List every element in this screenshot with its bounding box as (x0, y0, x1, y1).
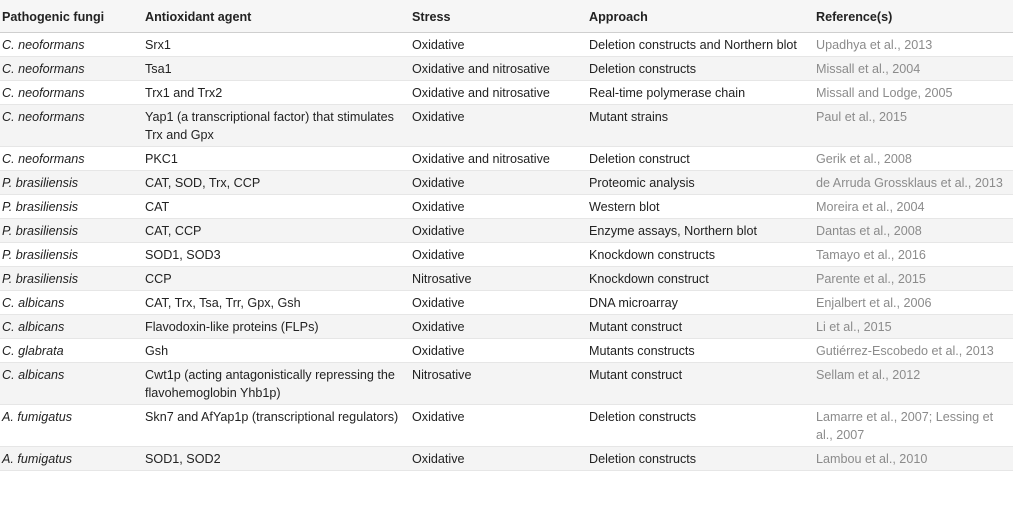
table-row (0, 405, 1013, 447)
cell-stress: Oxidative (410, 447, 587, 471)
cell-antioxidant-agent: CAT, SOD, Trx, CCP (143, 171, 410, 195)
cell-pathogenic-fungi: P. brasiliensis (0, 171, 143, 195)
cell-reference: Enjalbert et al., 2006 (814, 291, 1013, 315)
cell-reference: Lamarre et al., 2007; Lessing et al., 2007 (814, 405, 1013, 447)
cell-approach: Enzyme assays, Northern blot (587, 219, 814, 243)
cell-antioxidant-agent: Gsh (143, 339, 410, 363)
cell-approach: Mutant construct (587, 315, 814, 339)
cell-reference: Gerik et al., 2008 (814, 147, 1013, 171)
table-row (0, 147, 1013, 171)
header-references: Reference(s) (814, 0, 1013, 33)
cell-pathogenic-fungi: P. brasiliensis (0, 267, 143, 291)
header-stress: Stress (410, 0, 587, 33)
table-header (0, 0, 1013, 33)
cell-stress: Oxidative (410, 219, 587, 243)
cell-pathogenic-fungi: P. brasiliensis (0, 243, 143, 267)
cell-pathogenic-fungi: C. neoformans (0, 81, 143, 105)
table-row (0, 105, 1013, 147)
cell-pathogenic-fungi: P. brasiliensis (0, 195, 143, 219)
cell-pathogenic-fungi: C. glabrata (0, 339, 143, 363)
cell-stress: Nitrosative (410, 363, 587, 405)
table-row (0, 315, 1013, 339)
cell-antioxidant-agent: Cwt1p (acting antagonistically repressing the flavohemoglobin Yhb1p) (143, 363, 410, 405)
cell-reference: Parente et al., 2015 (814, 267, 1013, 291)
cell-reference: Missall and Lodge, 2005 (814, 81, 1013, 105)
cell-antioxidant-agent: Skn7 and AfYap1p (transcriptional regulators) (143, 405, 410, 447)
table-row (0, 267, 1013, 291)
cell-reference: Moreira et al., 2004 (814, 195, 1013, 219)
cell-pathogenic-fungi: A. fumigatus (0, 447, 143, 471)
header-row (0, 0, 1013, 33)
cell-approach: Real-time polymerase chain (587, 81, 814, 105)
cell-approach: DNA microarray (587, 291, 814, 315)
cell-antioxidant-agent: CAT (143, 195, 410, 219)
cell-approach: Deletion constructs and Northern blot (587, 33, 814, 57)
cell-antioxidant-agent: CAT, CCP (143, 219, 410, 243)
header-antioxidant-agent: Antioxidant agent (143, 0, 410, 33)
cell-antioxidant-agent: CAT, Trx, Tsa, Trr, Gpx, Gsh (143, 291, 410, 315)
cell-approach: Deletion constructs (587, 57, 814, 81)
cell-pathogenic-fungi: C. neoformans (0, 57, 143, 81)
cell-pathogenic-fungi: P. brasiliensis (0, 219, 143, 243)
cell-stress: Oxidative (410, 171, 587, 195)
cell-approach: Mutants constructs (587, 339, 814, 363)
cell-reference: Missall et al., 2004 (814, 57, 1013, 81)
table-body (0, 33, 1013, 471)
table-row (0, 57, 1013, 81)
cell-antioxidant-agent: CCP (143, 267, 410, 291)
cell-approach: Deletion constructs (587, 405, 814, 447)
cell-reference: de Arruda Grossklaus et al., 2013 (814, 171, 1013, 195)
cell-pathogenic-fungi: A. fumigatus (0, 405, 143, 447)
cell-pathogenic-fungi: C. neoformans (0, 147, 143, 171)
table-row (0, 171, 1013, 195)
cell-approach: Knockdown constructs (587, 243, 814, 267)
cell-stress: Oxidative and nitrosative (410, 57, 587, 81)
cell-antioxidant-agent: Srx1 (143, 33, 410, 57)
cell-reference: Dantas et al., 2008 (814, 219, 1013, 243)
cell-reference: Upadhya et al., 2013 (814, 33, 1013, 57)
table-row (0, 243, 1013, 267)
cell-approach: Proteomic analysis (587, 171, 814, 195)
cell-pathogenic-fungi: C. neoformans (0, 105, 143, 147)
cell-stress: Nitrosative (410, 267, 587, 291)
cell-pathogenic-fungi: C. albicans (0, 291, 143, 315)
cell-stress: Oxidative (410, 291, 587, 315)
cell-antioxidant-agent: SOD1, SOD2 (143, 447, 410, 471)
table-row (0, 363, 1013, 405)
cell-reference: Sellam et al., 2012 (814, 363, 1013, 405)
cell-antioxidant-agent: SOD1, SOD3 (143, 243, 410, 267)
cell-antioxidant-agent: Tsa1 (143, 57, 410, 81)
cell-pathogenic-fungi: C. albicans (0, 315, 143, 339)
cell-stress: Oxidative (410, 315, 587, 339)
cell-approach: Mutant construct (587, 363, 814, 405)
table-row (0, 339, 1013, 363)
table-row (0, 291, 1013, 315)
cell-antioxidant-agent: Flavodoxin-like proteins (FLPs) (143, 315, 410, 339)
table-row (0, 81, 1013, 105)
table-row (0, 219, 1013, 243)
cell-approach: Mutant strains (587, 105, 814, 147)
cell-stress: Oxidative (410, 105, 587, 147)
table-row (0, 33, 1013, 57)
cell-approach: Deletion constructs (587, 447, 814, 471)
cell-reference: Li et al., 2015 (814, 315, 1013, 339)
table-row (0, 195, 1013, 219)
cell-reference: Gutiérrez-Escobedo et al., 2013 (814, 339, 1013, 363)
cell-stress: Oxidative (410, 405, 587, 447)
cell-reference: Lambou et al., 2010 (814, 447, 1013, 471)
cell-antioxidant-agent: PKC1 (143, 147, 410, 171)
table-row (0, 447, 1013, 471)
cell-stress: Oxidative and nitrosative (410, 147, 587, 171)
header-pathogenic-fungi: Pathogenic fungi (0, 0, 143, 33)
cell-reference: Tamayo et al., 2016 (814, 243, 1013, 267)
cell-reference: Paul et al., 2015 (814, 105, 1013, 147)
cell-pathogenic-fungi: C. albicans (0, 363, 143, 405)
cell-stress: Oxidative (410, 243, 587, 267)
header-approach: Approach (587, 0, 814, 33)
cell-antioxidant-agent: Yap1 (a transcriptional factor) that stimulates Trx and Gpx (143, 105, 410, 147)
cell-stress: Oxidative (410, 339, 587, 363)
cell-approach: Deletion construct (587, 147, 814, 171)
cell-pathogenic-fungi: C. neoformans (0, 33, 143, 57)
cell-stress: Oxidative (410, 33, 587, 57)
cell-approach: Knockdown construct (587, 267, 814, 291)
cell-stress: Oxidative (410, 195, 587, 219)
cell-stress: Oxidative and nitrosative (410, 81, 587, 105)
cell-antioxidant-agent: Trx1 and Trx2 (143, 81, 410, 105)
cell-approach: Western blot (587, 195, 814, 219)
